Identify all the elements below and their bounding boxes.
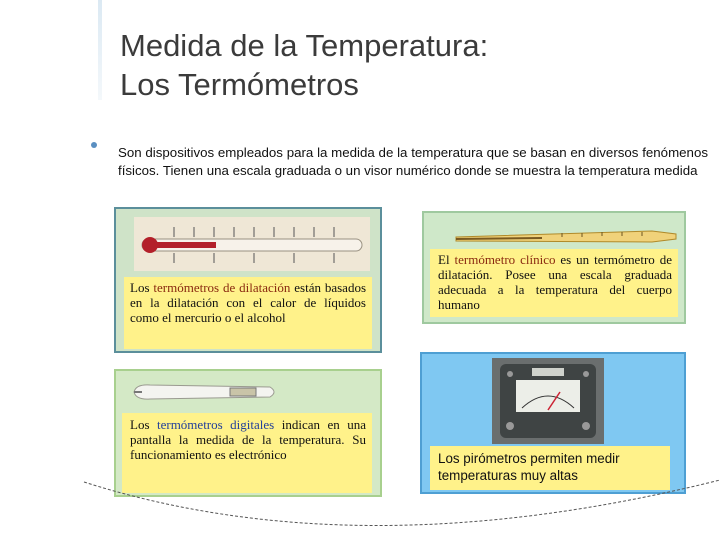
digital-thermometer-image (130, 379, 280, 405)
dilatation-thermometer-image (134, 217, 370, 271)
dilatacion-text: Los termómetros de dilatación están basados en la dilatación con el calor de líquidos como el mercurio o el alcohol (124, 277, 372, 349)
card-dilatacion (114, 207, 382, 353)
digital-term: termómetros digitales (156, 417, 275, 432)
digital-text: Los termómetros digitales indican en una pantalla la medida de la temperatura. Su funcionamiento es electrónico (122, 413, 372, 493)
title-line-2: Los Termómetros (120, 67, 359, 102)
intro-paragraph: Son dispositivos empleados para la medida de la temperatura que se basan en diversos fenómenos físicos. Tienen una escala graduada o un visor numérico donde se muestra la temperatura medida (118, 145, 708, 178)
clinico-term: termómetro clínico (454, 252, 556, 267)
title-line-1: Medida de la Temperatura: (120, 28, 489, 63)
bullet-icon (91, 142, 97, 148)
card-clinico (422, 211, 686, 324)
decorative-curve (0, 460, 720, 540)
pyrometer-image (492, 358, 604, 444)
clinico-text: El termómetro clínico es un termómetro de dilatación. Posee una escala graduada adecuada a la temperatura del cuerpo humano (430, 249, 678, 317)
clinical-thermometer-image (452, 223, 680, 247)
dilatacion-term: termómetros de dilatación (153, 280, 291, 295)
pirometro-text: Los pirómetros permiten medir temperaturas muy altas (430, 446, 670, 490)
decorative-bar (98, 0, 102, 100)
page-title (120, 26, 488, 104)
